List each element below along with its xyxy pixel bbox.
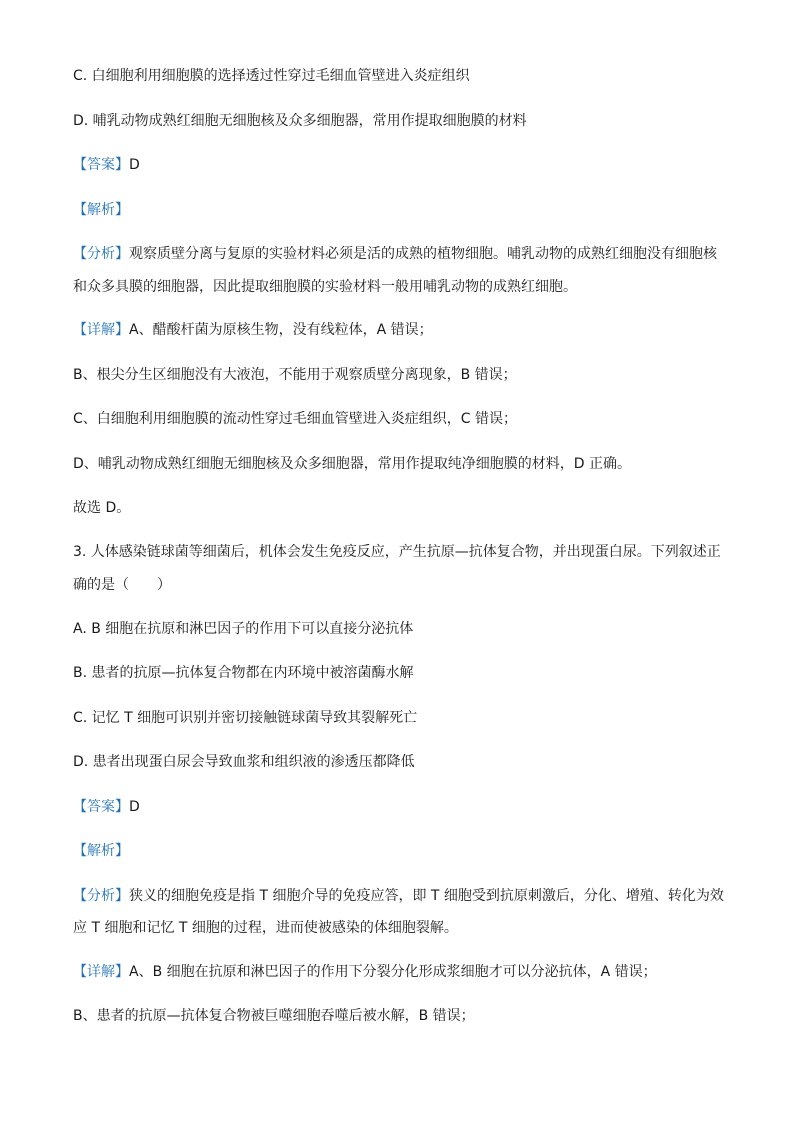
option-c-prev: C. 白细胞利用细胞膜的选择透过性穿过毛细血管壁进入炎症组织 [73,68,470,84]
conclusion-1: 故选 D。 [73,500,131,516]
answer-tag: 【答案】 [73,799,129,815]
answer-value: D [129,799,140,815]
option-c: C. 记忆 T 细胞可识别并密切接触链球菌导致其裂解死亡 [73,710,418,726]
question-3-stem-cont: 确的是（ ） [73,577,171,593]
analysis-para-2 [73,886,734,906]
detail-a-text: A、醋酸杆菌为原核生物，没有线粒体，A 错误； [129,322,433,338]
option-d-prev: D. 哺乳动物成熟红细胞无细胞核及众多细胞器，常用作提取细胞膜的材料 [73,113,527,129]
answer-value: D [129,157,140,173]
detail-b-2: B、患者的抗原—抗体复合物被巨噬细胞吞噬后被水解，B 错误； [73,1008,475,1024]
analysis-para-1 [73,244,734,264]
xiangjie-tag: 【详解】 [73,964,129,980]
question-3-stem: 3. 人体感染链球菌等细菌后，机体会发生免疫反应，产生抗原—抗体复合物，并出现蛋白尿。下列叙述正 [73,544,721,560]
option-d: D. 患者出现蛋白尿会导致血浆和组织液的渗透压都降低 [73,754,415,770]
xiangjie-tag: 【详解】 [73,322,129,338]
detail-a-1 [73,320,734,340]
fenxi-text: 狭义的细胞免疫是指 T 细胞介导的免疫应答，即 T 细胞受到抗原刺激后，分化、增殖、转化为效 [129,888,724,904]
analysis-heading-1 [73,200,734,220]
answer-tag: 【答案】 [73,157,129,173]
detail-a-text: A、B 细胞在抗原和淋巴因子的作用下分裂分化形成浆细胞才可以分泌抗体，A 错误； [129,964,657,980]
detail-b-1: B、根尖分生区细胞没有大液泡，不能用于观察质壁分离现象，B 错误； [73,367,517,383]
fenxi-tag: 【分析】 [73,888,129,904]
analysis-tag: 【解析】 [73,202,129,218]
option-a: A. B 细胞在抗原和淋巴因子的作用下可以直接分泌抗体 [73,621,414,637]
fenxi-text: 观察质壁分离与复原的实验材料必须是活的成熟的植物细胞。哺乳动物的成熟红细胞没有细胞核 [129,246,717,262]
detail-a-2 [73,962,734,982]
answer-line-1 [73,155,734,175]
analysis-tag: 【解析】 [73,843,129,859]
fenxi-tag: 【分析】 [73,246,129,262]
detail-d-1: D、哺乳动物成熟红细胞无细胞核及众多细胞器，常用作提取纯净细胞膜的材料，D 正确。 [73,456,632,472]
analysis-para-2-cont: 应 T 细胞和记忆 T 细胞的过程，进而使被感染的体细胞裂解。 [73,920,458,936]
option-b: B. 患者的抗原—抗体复合物都在内环境中被溶菌酶水解 [73,665,414,681]
answer-line-2 [73,797,734,817]
analysis-para-1-cont: 和众多具膜的细胞器，因此提取细胞膜的实验材料一般用哺乳动物的成熟红细胞。 [73,279,577,295]
detail-c-1: C、白细胞利用细胞膜的流动性穿过毛细血管壁进入炎症组织，C 错误； [73,411,517,427]
analysis-heading-2 [73,841,734,861]
